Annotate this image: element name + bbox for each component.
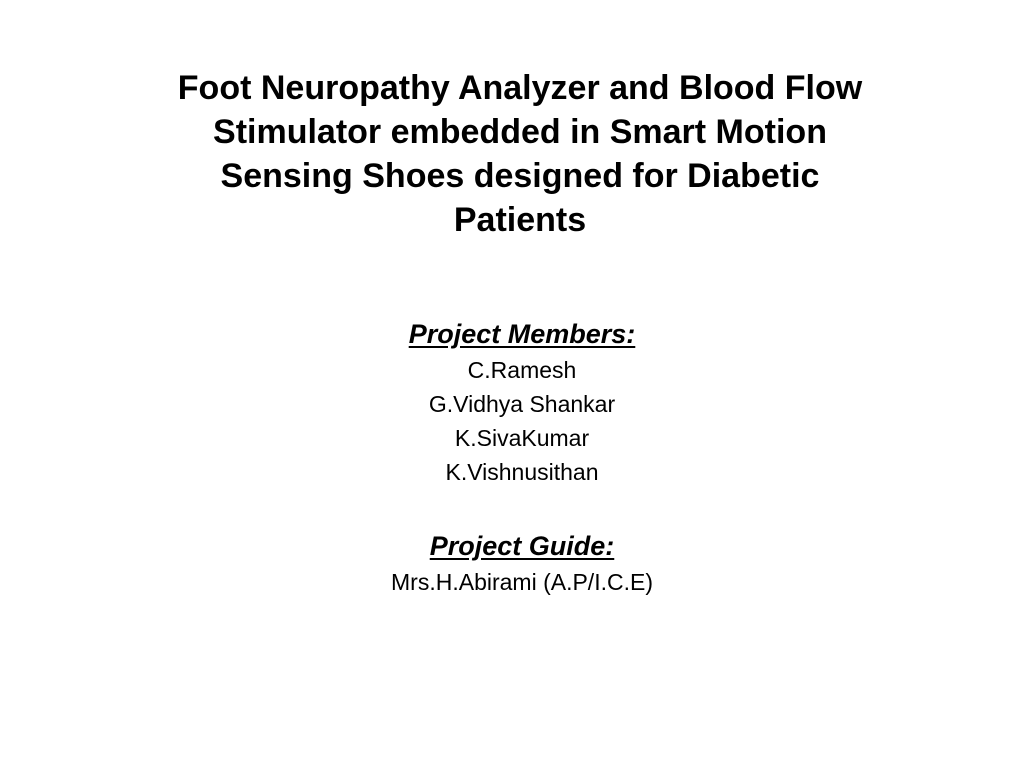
- project-guide-section: [212, 527, 832, 599]
- title-line: Sensing Shoes designed for Diabetic: [220, 157, 820, 195]
- member-name: K.SivaKumar: [454, 425, 590, 451]
- project-members-heading: Project Members:: [408, 319, 636, 349]
- member-name: G.Vidhya Shankar: [428, 391, 616, 417]
- title-line: Patients: [453, 201, 587, 239]
- project-members-section: [212, 315, 832, 489]
- member-name: C.Ramesh: [467, 357, 577, 383]
- title-line: Stimulator embedded in Smart Motion: [213, 113, 827, 151]
- slide-title: [100, 66, 940, 242]
- project-guide-heading: Project Guide:: [429, 531, 615, 561]
- member-name: K.Vishnusithan: [445, 459, 599, 485]
- title-line: Foot Neuropathy Analyzer and Blood Flow: [177, 69, 863, 107]
- guide-name: Mrs.H.Abirami (A.P/I.C.E): [391, 569, 653, 595]
- member-list: [212, 353, 832, 489]
